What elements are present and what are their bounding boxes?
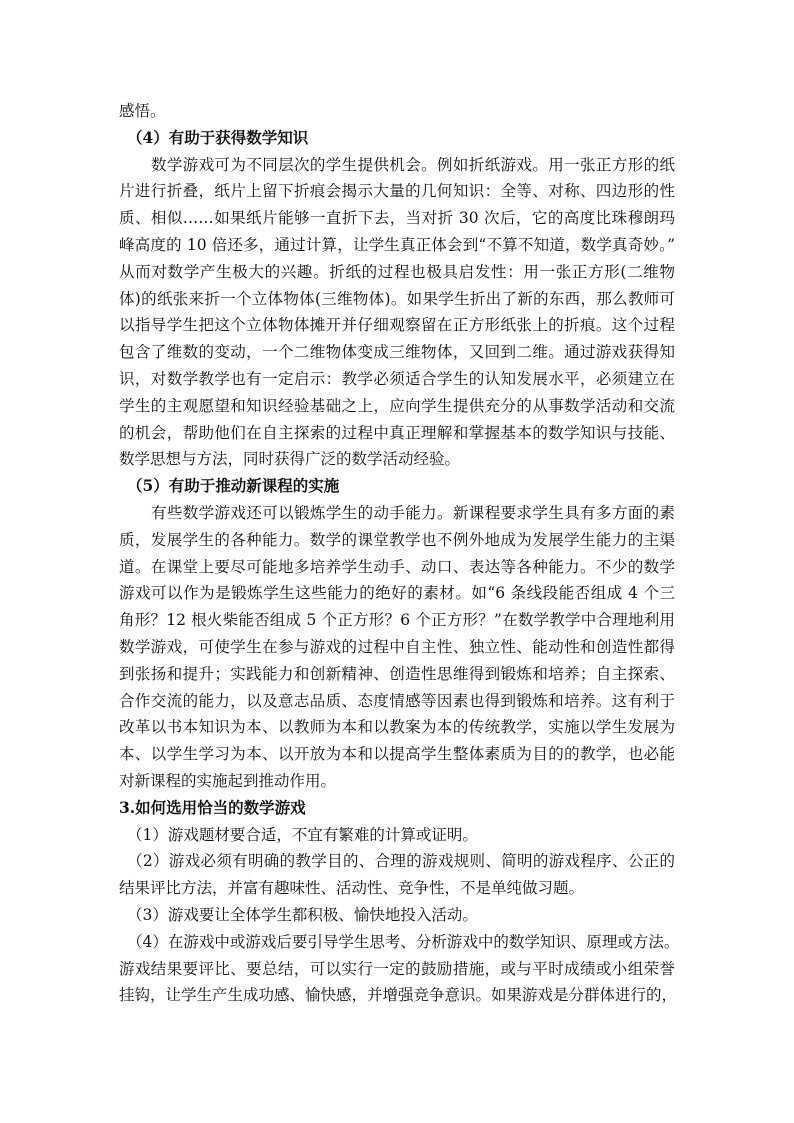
section-heading-4: （4）有助于获得数学知识 (127, 127, 309, 147)
paragraph-line: 道。在课堂上要尽可能地多培养学生动手、动口、表达等各种能力。不少的数学 (119, 557, 675, 576)
paragraph-line: 数学游戏可为不同层次的学生提供机会。例如折纸游戏。用一张正方形的纸 (151, 155, 675, 174)
paragraph-line: 片进行折叠，纸片上留下折痕会揭示大量的几何知识：全等、对称、四边形的性 (119, 182, 675, 201)
paragraph-line: 体)的纸张来折一个立体物体(三维物体)。如果学生折出了新的东西，那么教师可 (119, 289, 675, 308)
section-heading-3: 3.如何选用恰当的数学游戏 (119, 797, 306, 817)
paragraph-line: 的机会，帮助他们在自主探索的过程中真正理解和掌握基本的数学知识与技能、 (119, 423, 675, 442)
paragraph-line: 到张扬和提升；实践能力和创新精神、创造性思维得到锻炼和培养；自主探索、 (119, 664, 675, 683)
list-item-3: （3）游戏要让全体学生都积极、愉快地投入活动。 (127, 905, 478, 924)
paragraph-line: 包含了维数的变动，一个二维物体变成三维物体，又回到二维。通过游戏获得知 (119, 343, 675, 362)
paragraph-line: 从而对数学产生极大的兴趣。折纸的过程也极具启发性：用一张正方形(二维物 (119, 262, 675, 281)
paragraph-line: 峰高度的 10 倍还多，通过计算，让学生真正体会到“不算不知道，数学真奇妙。” (119, 235, 675, 254)
paragraph-line: 以指导学生把这个立体物体摊开并仔细观察留在正方形纸张上的折痕。这个过程 (119, 316, 675, 335)
paragraph-line: 数学游戏，可使学生在参与游戏的过程中自主性、独立性、能动性和创造性都得 (119, 637, 675, 656)
paragraph-line: 学生的主观愿望和知识经验基础之上，应向学生提供充分的从事数学活动和交流 (119, 396, 675, 415)
paragraph-line: 有些数学游戏还可以锻炼学生的动手能力。新课程要求学生具有多方面的素 (151, 503, 675, 522)
paragraph-line: 对新课程的实施起到推动作用。 (119, 771, 337, 790)
paragraph-line: 感悟。 (119, 102, 166, 120)
paragraph-line: 游戏可以作为是锻炼学生这些能力的绝好的素材。如“6 条线段能否组成 4 个三 (119, 584, 675, 603)
paragraph-line: 本、以学生学习为本、以开放为本和以提高学生整体素质为目的的教学，也必能 (119, 745, 675, 764)
paragraph-line: 质、相似……如果纸片能够一直折下去，当对折 30 次后，它的高度比珠穆朗玛 (119, 209, 675, 228)
list-item-4: （4）在游戏中或游戏后要引导学生思考、分析游戏中的数学知识、原理或方法。 (127, 932, 680, 951)
list-item-1: （1）游戏题材要合适，不宜有繁难的计算或证明。 (127, 825, 478, 844)
paragraph-line: 数学思想与方法，同时获得广泛的数学活动经验。 (119, 450, 461, 469)
paragraph-line: 游戏结果要评比、要总结，可以实行一定的鼓励措施，或与平时成绩或小组荣誉 (119, 959, 675, 978)
paragraph-line: 合作交流的能力，以及意志品质、态度情感等因素也得到锻炼和培养。这有利于 (119, 691, 675, 710)
paragraph-line: 改革以书本知识为本、以教师为本和以教案为本的传统教学，实施以学生发展为 (119, 718, 675, 737)
section-heading-5: （5）有助于推动新课程的实施 (127, 476, 340, 496)
paragraph-line: 识，对数学教学也有一定启示：教学必须适合学生的认知发展水平，必须建立在 (119, 369, 675, 388)
paragraph-line: 结果评比方法，并富有趣味性、活动性、竞争性，不是单纯做习题。 (119, 879, 585, 898)
document-body (119, 98, 680, 1009)
paragraph-line: 质，发展学生的各种能力。数学的课堂教学也不例外地成为发展学生能力的主渠 (119, 530, 675, 549)
list-item-2: （2）游戏必须有明确的教学目的、合理的游戏规则、简明的游戏程序、公正的 (127, 852, 675, 871)
paragraph-line: 挂钩，让学生产生成功感、愉快感，并增强竞争意识。如果游戏是分群体进行的， (119, 986, 678, 1005)
paragraph-line: 角形？12 根火柴能否组成 5 个正方形？6 个正方形？”在数学教学中合理地利用 (119, 611, 675, 630)
